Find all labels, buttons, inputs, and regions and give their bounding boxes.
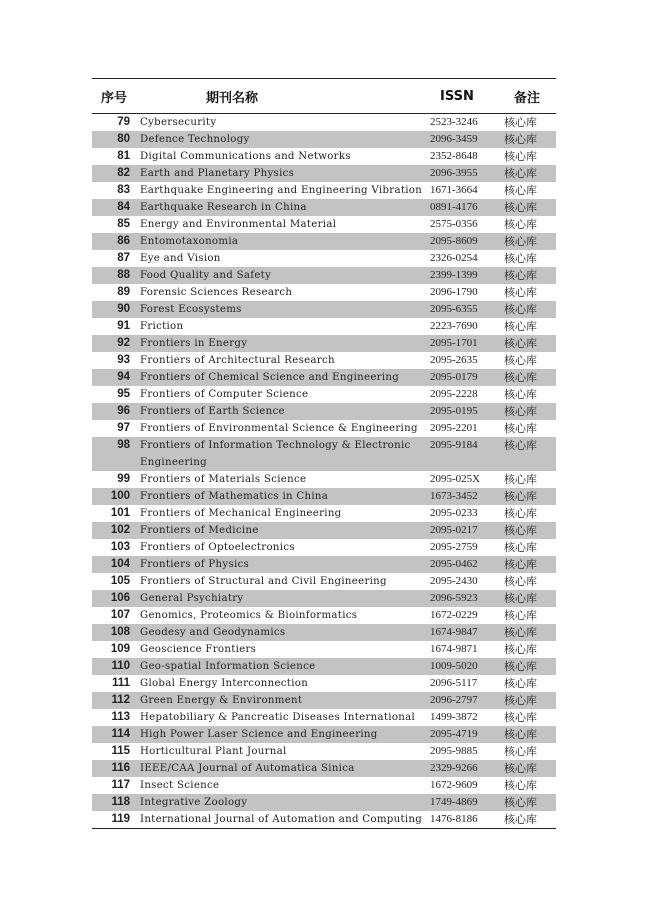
table-row — [92, 539, 556, 556]
row-journal-name: Frontiers of Architectural Research — [140, 355, 335, 366]
row-remark: 核心库 — [504, 575, 537, 588]
row-serial-number: 98 — [92, 437, 136, 471]
row-issn: 1672-9609 — [430, 779, 478, 791]
row-journal-name: Genomics, Proteomics & Bioinformatics — [140, 610, 358, 621]
row-serial-number: 90 — [92, 301, 136, 318]
row-remark: 核心库 — [504, 116, 537, 129]
row-issn: 2523-3246 — [430, 116, 478, 128]
row-remark: 核心库 — [498, 437, 556, 471]
row-journal-name: Food Quality and Safety — [136, 267, 426, 284]
row-remark: 核心库 — [504, 184, 537, 197]
table-row — [92, 199, 556, 216]
header-journal-name: 期刊名称 — [136, 79, 426, 114]
journal-table-sheet — [92, 78, 556, 829]
row-remark: 核心库 — [504, 388, 537, 401]
row-journal-name: Cybersecurity — [140, 117, 217, 128]
row-serial-number: 101 — [110, 507, 130, 519]
row-journal-name: Frontiers of Earth Science — [136, 403, 426, 420]
row-remark: 核心库 — [498, 556, 556, 573]
row-serial-number: 113 — [111, 711, 130, 723]
row-serial-number: 81 — [117, 150, 130, 162]
table-row — [92, 369, 556, 386]
row-remark: 核心库 — [504, 422, 537, 435]
row-journal-name: IEEE/CAA Journal of Automatica Sinica — [136, 760, 426, 777]
row-issn: 2095-4719 — [426, 726, 498, 743]
row-journal-name: Eye and Vision — [140, 253, 221, 264]
row-serial-number: 85 — [117, 218, 130, 230]
row-serial-number: 86 — [92, 233, 136, 250]
row-remark: 核心库 — [498, 811, 556, 829]
row-journal-name: Integrative Zoology — [136, 794, 426, 811]
row-issn: 2096-5923 — [426, 590, 498, 607]
table-row — [92, 437, 556, 471]
row-issn: 2096-1790 — [430, 286, 478, 298]
row-issn: 2223-7690 — [430, 320, 478, 332]
table-row — [92, 760, 556, 777]
row-serial-number: 88 — [92, 267, 136, 284]
row-issn: 1499-3872 — [430, 711, 478, 723]
row-serial-number: 83 — [117, 184, 130, 196]
row-remark: 核心库 — [498, 233, 556, 250]
table-row — [92, 505, 556, 522]
row-serial-number: 93 — [117, 354, 130, 366]
row-issn: 2096-3955 — [426, 165, 498, 182]
row-issn: 2095-2635 — [430, 354, 478, 366]
row-journal-name: International Journal of Automation and Computing — [136, 811, 426, 829]
row-journal-name: Entomotaxonomia — [136, 233, 426, 250]
row-journal-name: Earthquake Research in China — [136, 199, 426, 216]
row-remark: 核心库 — [504, 218, 537, 231]
row-serial-number: 117 — [111, 779, 130, 791]
table-row — [92, 233, 556, 250]
row-journal-name: Frontiers of Structural and Civil Engineering — [140, 576, 387, 587]
row-issn: 1009-5020 — [426, 658, 498, 675]
row-journal-name: Hepatobiliary & Pancreatic Diseases International — [140, 712, 416, 723]
row-serial-number: 100 — [92, 488, 136, 505]
row-serial-number: 115 — [111, 745, 130, 757]
row-journal-name: Insect Science — [140, 780, 220, 791]
row-issn: 2399-1399 — [426, 267, 498, 284]
row-remark: 核心库 — [498, 301, 556, 318]
row-journal-name: Geodesy and Geodynamics — [136, 624, 426, 641]
row-issn: 2575-0356 — [430, 218, 478, 230]
table-row — [92, 607, 556, 624]
row-serial-number: 96 — [92, 403, 136, 420]
row-issn: 1673-3452 — [426, 488, 498, 505]
row-remark: 核心库 — [504, 252, 537, 265]
row-remark: 核心库 — [504, 286, 537, 299]
row-issn: 2095-2201 — [430, 422, 478, 434]
row-issn: 2095-0179 — [426, 369, 498, 386]
row-journal-name: Earthquake Engineering and Engineering Vibration — [140, 185, 423, 196]
row-remark: 核心库 — [498, 131, 556, 148]
row-serial-number: 102 — [92, 522, 136, 539]
row-remark: 核心库 — [498, 658, 556, 675]
row-serial-number: 114 — [92, 726, 136, 743]
table-row — [92, 148, 556, 165]
table-row — [92, 794, 556, 811]
table-header-row — [92, 79, 556, 114]
row-issn: 1674-9871 — [430, 643, 478, 655]
row-remark: 核心库 — [504, 745, 537, 758]
table-row — [92, 403, 556, 420]
row-journal-name: Frontiers of Mechanical Engineering — [140, 508, 342, 519]
row-remark: 核心库 — [504, 150, 537, 163]
row-journal-name: Geo-spatial Information Science — [136, 658, 426, 675]
row-issn: 2095-6355 — [426, 301, 498, 318]
table-row — [92, 216, 556, 233]
row-serial-number: 110 — [92, 658, 136, 675]
row-remark: 核心库 — [498, 335, 556, 352]
row-issn: 0891-4176 — [426, 199, 498, 216]
row-issn: 2095-2430 — [430, 575, 478, 587]
row-issn: 2095-025X — [430, 473, 481, 485]
table-row — [92, 658, 556, 675]
row-remark: 核心库 — [504, 711, 537, 724]
row-issn: 2095-2228 — [430, 388, 478, 400]
row-remark: 核心库 — [504, 609, 537, 622]
row-serial-number: 82 — [92, 165, 136, 182]
row-issn: 2095-0217 — [426, 522, 498, 539]
table-row — [92, 811, 556, 829]
row-journal-name: Friction — [140, 321, 184, 332]
row-serial-number: 84 — [92, 199, 136, 216]
row-issn: 1674-9847 — [426, 624, 498, 641]
table-row — [92, 692, 556, 709]
row-journal-name: Frontiers in Energy — [136, 335, 426, 352]
row-serial-number: 106 — [92, 590, 136, 607]
table-row — [92, 590, 556, 607]
row-remark: 核心库 — [504, 473, 537, 486]
row-journal-name: Frontiers of Physics — [136, 556, 426, 573]
row-serial-number: 111 — [112, 677, 130, 689]
row-issn: 2095-0233 — [430, 507, 478, 519]
table-row — [92, 556, 556, 573]
header-serial-number: 序号 — [92, 79, 136, 114]
row-serial-number: 112 — [92, 692, 136, 709]
row-issn: 2352-8648 — [430, 150, 478, 162]
row-issn: 2095-8609 — [426, 233, 498, 250]
row-serial-number: 89 — [117, 286, 130, 298]
row-remark: 核心库 — [498, 624, 556, 641]
table-row — [92, 318, 556, 335]
row-journal-name: Defence Technology — [136, 131, 426, 148]
row-serial-number: 91 — [117, 320, 130, 332]
table-row — [92, 726, 556, 743]
row-issn: 2326-0254 — [430, 252, 478, 264]
table-row — [92, 250, 556, 267]
table-row — [92, 301, 556, 318]
row-journal-name: Frontiers of Optoelectronics — [140, 542, 295, 553]
table-row — [92, 573, 556, 590]
row-remark: 核心库 — [498, 488, 556, 505]
row-issn: 2096-5117 — [430, 677, 478, 689]
row-serial-number: 116 — [92, 760, 136, 777]
row-issn: 2095-9184 — [426, 437, 498, 471]
table-row — [92, 284, 556, 301]
table-row — [92, 352, 556, 369]
row-serial-number: 108 — [92, 624, 136, 641]
row-journal-name: Green Energy & Environment — [136, 692, 426, 709]
row-serial-number: 105 — [110, 575, 130, 587]
row-issn: 2329-9266 — [426, 760, 498, 777]
table-row — [92, 777, 556, 794]
row-issn: 2095-9885 — [430, 745, 478, 757]
row-remark: 核心库 — [498, 726, 556, 743]
row-remark: 核心库 — [498, 403, 556, 420]
table-row — [92, 624, 556, 641]
row-journal-name: Global Energy Interconnection — [140, 678, 309, 689]
row-journal-name: Frontiers of Information Technology & Electronic Engineering — [136, 437, 426, 471]
row-journal-name: Energy and Environmental Material — [140, 219, 337, 230]
row-serial-number: 94 — [92, 369, 136, 386]
row-remark: 核心库 — [504, 320, 537, 333]
row-journal-name: Frontiers of Computer Science — [140, 389, 309, 400]
table-row — [92, 420, 556, 437]
table-row — [92, 641, 556, 658]
row-serial-number: 104 — [92, 556, 136, 573]
row-journal-name: Earth and Planetary Physics — [136, 165, 426, 182]
row-remark: 核心库 — [504, 541, 537, 554]
row-remark: 核心库 — [504, 779, 537, 792]
row-issn: 2095-0195 — [426, 403, 498, 420]
header-remark: 备注 — [498, 79, 556, 114]
row-remark: 核心库 — [498, 199, 556, 216]
row-journal-name: Frontiers of Chemical Science and Engineering — [136, 369, 426, 386]
row-serial-number: 107 — [110, 609, 130, 621]
row-journal-name: Horticultural Plant Journal — [140, 746, 287, 757]
table-row — [92, 267, 556, 284]
row-serial-number: 80 — [92, 131, 136, 148]
row-serial-number: 103 — [110, 541, 130, 553]
row-remark: 核心库 — [498, 760, 556, 777]
row-remark: 核心库 — [504, 677, 537, 690]
row-remark: 核心库 — [498, 794, 556, 811]
table-row — [92, 114, 556, 132]
row-issn: 2096-2797 — [426, 692, 498, 709]
row-serial-number: 79 — [117, 116, 130, 128]
row-serial-number: 92 — [92, 335, 136, 352]
row-serial-number: 109 — [110, 643, 130, 655]
row-journal-name: Frontiers of Environmental Science & Engineering — [140, 423, 418, 434]
row-remark: 核心库 — [504, 354, 537, 367]
table-row — [92, 182, 556, 199]
row-journal-name: Frontiers of Materials Science — [140, 474, 307, 485]
table-row — [92, 386, 556, 403]
table-row — [92, 743, 556, 760]
row-issn: 2095-0462 — [426, 556, 498, 573]
row-serial-number: 119 — [92, 811, 136, 829]
row-journal-name: Forensic Sciences Research — [140, 287, 293, 298]
table-row — [92, 488, 556, 505]
row-remark: 核心库 — [498, 590, 556, 607]
row-remark: 核心库 — [498, 522, 556, 539]
row-serial-number: 97 — [117, 422, 130, 434]
row-remark: 核心库 — [504, 507, 537, 520]
row-journal-name: Frontiers of Mathematics in China — [136, 488, 426, 505]
row-issn: 1476-8186 — [426, 811, 498, 829]
row-serial-number: 87 — [117, 252, 130, 264]
table-row — [92, 131, 556, 148]
row-serial-number: 99 — [117, 473, 130, 485]
table-row — [92, 522, 556, 539]
row-journal-name: Frontiers of Medicine — [136, 522, 426, 539]
table-row — [92, 675, 556, 692]
row-issn: 1672-0229 — [430, 609, 478, 621]
table-body — [92, 114, 556, 829]
row-serial-number: 118 — [92, 794, 136, 811]
table-row — [92, 471, 556, 488]
row-issn: 2095-1701 — [426, 335, 498, 352]
table-row — [92, 709, 556, 726]
row-journal-name: Geoscience Frontiers — [140, 644, 257, 655]
row-journal-name: General Psychiatry — [136, 590, 426, 607]
row-remark: 核心库 — [504, 643, 537, 656]
row-serial-number: 95 — [117, 388, 130, 400]
row-issn: 1671-3664 — [430, 184, 478, 196]
row-issn: 2096-3459 — [426, 131, 498, 148]
row-remark: 核心库 — [498, 267, 556, 284]
header-issn: ISSN — [426, 79, 498, 114]
row-remark: 核心库 — [498, 692, 556, 709]
row-issn: 2095-2759 — [430, 541, 478, 553]
row-journal-name: High Power Laser Science and Engineering — [136, 726, 426, 743]
table-row — [92, 165, 556, 182]
journal-table — [92, 78, 556, 829]
row-remark: 核心库 — [498, 165, 556, 182]
row-remark: 核心库 — [498, 369, 556, 386]
row-journal-name: Forest Ecosystems — [136, 301, 426, 318]
row-issn: 1749-4869 — [426, 794, 498, 811]
row-journal-name: Digital Communications and Networks — [140, 151, 351, 162]
table-row — [92, 335, 556, 352]
